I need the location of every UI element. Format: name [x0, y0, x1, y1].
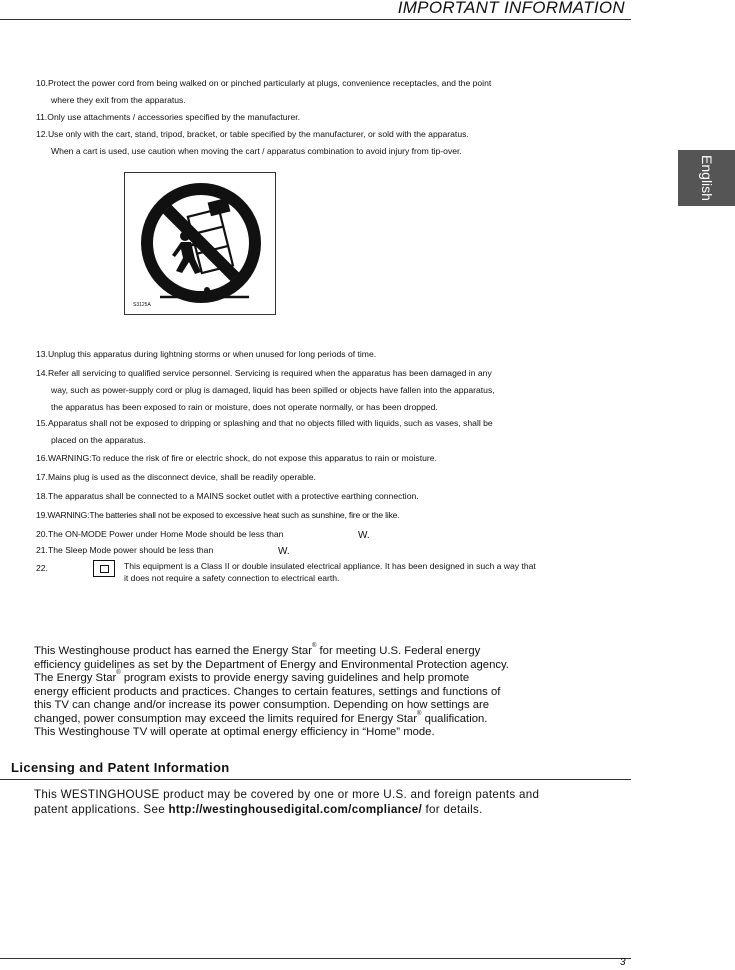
energy-line-3a: The Energy Star	[34, 672, 117, 684]
compliance-link[interactable]: http://westinghousedigital.com/compliance/	[168, 803, 422, 816]
item-20-text: 20.The ON-MODE Power under Home Mode should be less than	[36, 529, 284, 539]
licensing-line-2b: for details.	[422, 803, 483, 816]
energy-line-6b: qualification.	[421, 712, 488, 725]
item-22-line-1: This equipment is a Class II or double insulated electrical appliance. It has been designed in such a way that	[124, 561, 536, 571]
energy-line-6a: changed, power consumption may exceed the limits required for Energy Star	[34, 712, 418, 725]
cart-tipover-warning-figure	[124, 172, 276, 315]
page-header-title: IMPORTANT INFORMATION	[397, 0, 625, 17]
licensing-line-2a: patent applications. See	[34, 803, 169, 816]
item-21-text: 21.The Sleep Mode power should be less than	[36, 545, 214, 555]
item-11-line-1: 11.Only use attachments / accessories specified by the manufacturer.	[36, 112, 300, 122]
energy-line-1a: This Westinghouse product has earned the Energy Star	[34, 645, 312, 657]
list-item-18	[36, 488, 419, 505]
list-item-12	[36, 126, 469, 160]
list-item-19	[36, 507, 399, 524]
footer-rule	[0, 958, 631, 959]
item-14-line-3: the apparatus has been exposed to rain or moisture, does not operate normally, or has been dropped.	[51, 402, 438, 412]
item-19-line-1: 19.WARNING:The batteries shall not be exposed to excessive heat such as sunshine, fire or the like.	[36, 510, 400, 520]
energy-line-4: energy efficient products and practices. Changes to certain features, settings and functions of	[34, 685, 501, 698]
item-15-line-1: 15.Apparatus shall not be exposed to dripping or splashing and that no objects filled with liquids, such as vases, shall be	[36, 418, 493, 428]
energy-line-5: this TV can change and/or increase its power consumption. Depending on how settings are	[34, 699, 490, 711]
item-10-line-2: where they exit from the apparatus.	[51, 95, 186, 105]
energy-line-2: efficiency guidelines as set by the Department of Energy and Environmental Protection agency.	[34, 658, 509, 671]
licensing-line-1: This WESTINGHOUSE product may be covered by one or more U.S. and foreign patents and	[34, 788, 540, 801]
list-item-10	[36, 75, 491, 109]
item-20-unit: W.	[358, 530, 370, 541]
list-item-11	[36, 109, 300, 126]
list-item-17	[36, 469, 316, 486]
list-item-15	[36, 415, 493, 449]
item-14-line-1: 14.Refer all servicing to qualified service personnel. Servicing is required when the apparatus has been damaged in any	[36, 368, 492, 378]
item-13-line-1: 13.Unplug this apparatus during lightning storms or when unused for long periods of time.	[36, 349, 377, 359]
list-item-16	[36, 450, 437, 467]
header-rule	[0, 19, 631, 20]
item-10-line-1: 10.Protect the power cord from being walked on or pinched particularly at plugs, convenience receptacles, and the point	[36, 78, 492, 88]
registered-mark: ®	[116, 670, 121, 676]
list-item-14	[36, 365, 495, 416]
item-18-line-1: 18.The apparatus shall be connected to a MAINS socket outlet with a protective earthing connection.	[36, 491, 419, 501]
class-ii-inner-square	[100, 565, 109, 573]
language-tab	[678, 150, 735, 206]
class-ii-symbol-icon	[93, 560, 115, 577]
licensing-rule	[0, 779, 631, 780]
list-item-20	[36, 526, 396, 543]
registered-mark: ®	[417, 710, 422, 717]
item-14-line-2: way, such as power-supply cord or plug is damaged, liquid has been spilled or objects have fallen into the apparatus,	[51, 385, 495, 395]
language-tab-label: English	[698, 155, 715, 201]
item-22-number: 22.	[36, 563, 48, 573]
figure-caption: S3125A	[133, 302, 151, 308]
registered-mark: ®	[311, 643, 317, 649]
energy-line-7: This Westinghouse TV will operate at optimal energy efficiency in “Home” mode.	[34, 726, 435, 738]
licensing-paragraph	[34, 787, 539, 817]
item-17-line-1: 17.Mains plug is used as the disconnect device, shall be readily operable.	[36, 472, 316, 482]
energy-star-paragraph	[34, 645, 509, 740]
list-item-13	[36, 346, 376, 363]
list-item-21	[36, 542, 336, 559]
item-22-line-2: it does not require a safety connection to electrical earth.	[124, 573, 340, 583]
cart-tipover-icon	[125, 173, 275, 314]
page-number: 3	[620, 957, 626, 968]
item-12-line-1: 12.Use only with the cart, stand, tripod, bracket, or table specified by the manufacturer, or sold with the apparatus.	[36, 129, 469, 139]
item-21-unit: W.	[278, 546, 290, 557]
item-15-line-2: placed on the apparatus.	[51, 435, 146, 445]
energy-line-1b: for meeting U.S. Federal energy	[316, 645, 481, 657]
item-12-line-2: When a cart is used, use caution when moving the cart / apparatus combination to avoid injury from tip-over.	[51, 146, 462, 156]
list-item-22	[36, 560, 596, 594]
licensing-heading: Licensing and Patent Information	[11, 760, 230, 775]
energy-line-3b: program exists to provide energy saving guidelines and help promote	[120, 672, 470, 684]
item-16-line-1: 16.WARNING:To reduce the risk of fire or electric shock, do not expose this apparatus to rain or moisture.	[36, 453, 437, 463]
